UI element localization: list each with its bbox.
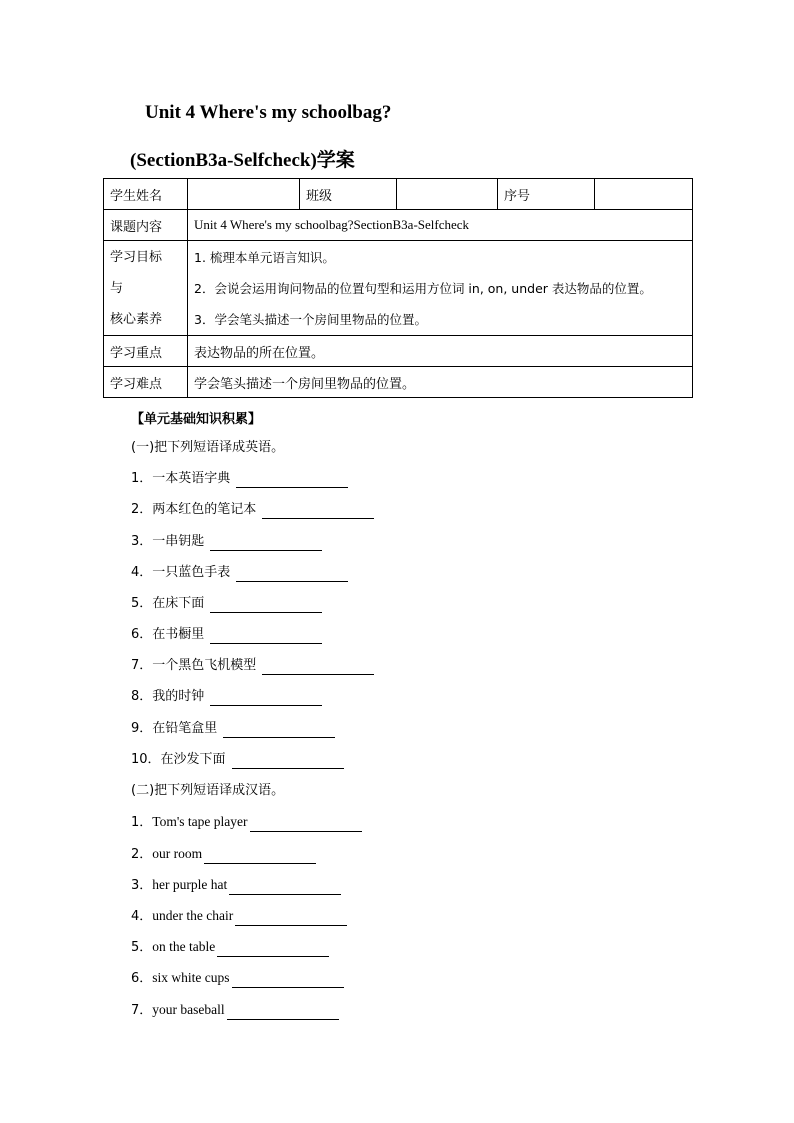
table-row — [104, 336, 693, 367]
class-field[interactable] — [397, 179, 498, 210]
list-item — [131, 657, 374, 675]
question-text: 2．两本红色的笔记本 — [131, 502, 257, 517]
item-number: 1． — [131, 815, 153, 830]
question-text: under the chair — [152, 908, 234, 923]
question-text: 7．一个黑色飞机模型 — [131, 658, 257, 673]
list-item — [131, 751, 344, 769]
document-title: Unit 4 Where's my schoolbag? — [145, 102, 392, 123]
answer-blank[interactable] — [232, 754, 344, 769]
list-item — [131, 938, 329, 956]
answer-blank[interactable] — [262, 504, 374, 519]
answer-blank[interactable] — [223, 723, 335, 738]
list-item — [131, 845, 316, 863]
seat-label: 序号 — [498, 179, 595, 210]
list-item — [131, 688, 322, 706]
question-text: 8．我的时钟 — [131, 689, 205, 704]
question-text: 9．在铅笔盒里 — [131, 721, 218, 736]
seat-field[interactable] — [595, 179, 693, 210]
answer-blank[interactable] — [250, 817, 362, 832]
question-text: our room — [152, 846, 203, 861]
answer-blank[interactable] — [210, 629, 322, 644]
item-number: 4． — [131, 909, 153, 924]
table-row — [104, 241, 693, 336]
goal-label-line: 核心素养 — [110, 311, 163, 327]
answer-blank[interactable] — [204, 849, 316, 864]
answer-blank[interactable] — [235, 911, 347, 926]
question-text: her purple hat — [152, 877, 228, 892]
answer-blank[interactable] — [217, 942, 329, 957]
answer-blank[interactable] — [227, 1005, 339, 1020]
part1-heading: (一)把下列短语译成英语。 — [131, 440, 285, 455]
table-row — [104, 210, 693, 241]
list-item — [131, 626, 322, 644]
topic-label: 课题内容 — [104, 210, 188, 241]
answer-blank[interactable] — [229, 880, 341, 895]
answer-blank[interactable] — [236, 567, 348, 582]
answer-blank[interactable] — [236, 473, 348, 488]
list-item — [131, 501, 374, 519]
list-item — [131, 969, 344, 987]
document-subtitle: (SectionB3a-Selfcheck)学案 — [130, 150, 355, 171]
goal-item: 3．学会笔头描述一个房间里物品的位置。 — [194, 311, 427, 327]
question-text: 4．一只蓝色手表 — [131, 565, 231, 580]
goal-item: 1. 梳理本单元语言知识。 — [194, 249, 335, 265]
item-number: 3． — [131, 878, 153, 893]
name-field[interactable] — [188, 179, 300, 210]
answer-blank[interactable] — [210, 691, 322, 706]
topic-value: Unit 4 Where's my schoolbag?SectionB3a-Selfcheck — [188, 210, 693, 241]
list-item — [131, 470, 348, 488]
list-item — [131, 1001, 339, 1019]
question-text: 10．在沙发下面 — [131, 752, 226, 767]
class-label: 班级 — [300, 179, 397, 210]
name-label: 学生姓名 — [104, 179, 188, 210]
part2-heading: (二)把下列短语译成汉语。 — [131, 783, 285, 798]
goal-list — [188, 241, 693, 336]
question-text: 6．在书橱里 — [131, 627, 205, 642]
list-item — [131, 595, 322, 613]
goal-item: 2．会说会运用询问物品的位置句型和运用方位词 in, on, under 表达物品的位置。 — [194, 280, 652, 296]
question-text: 1．一本英语字典 — [131, 471, 231, 486]
question-text: 5．在床下面 — [131, 596, 205, 611]
item-number: 6． — [131, 971, 153, 986]
list-item — [131, 564, 348, 582]
question-text: Tom's tape player — [152, 814, 248, 829]
list-item — [131, 813, 362, 831]
item-number: 7． — [131, 1003, 153, 1018]
answer-blank[interactable] — [232, 973, 344, 988]
difficulty-label: 学习难点 — [104, 367, 188, 398]
goal-label — [104, 241, 188, 336]
list-item — [131, 720, 335, 738]
answer-blank[interactable] — [262, 660, 374, 675]
answer-blank[interactable] — [210, 536, 322, 551]
list-item — [131, 533, 322, 551]
item-number: 2． — [131, 847, 153, 862]
difficulty-value: 学会笔头描述一个房间里物品的位置。 — [188, 367, 693, 398]
question-text: 3．一串钥匙 — [131, 534, 205, 549]
goal-label-line: 与 — [110, 280, 124, 296]
focus-value: 表达物品的所在位置。 — [188, 336, 693, 367]
list-item — [131, 876, 341, 894]
section-heading: 【单元基础知识积累】 — [131, 412, 262, 427]
goal-label-line: 学习目标 — [110, 249, 163, 265]
question-text: on the table — [152, 939, 216, 954]
focus-label: 学习重点 — [104, 336, 188, 367]
question-text: your baseball — [152, 1002, 225, 1017]
question-text: six white cups — [152, 970, 230, 985]
table-row — [104, 179, 693, 210]
item-number: 5． — [131, 940, 153, 955]
table-row — [104, 367, 693, 398]
answer-blank[interactable] — [210, 598, 322, 613]
info-table — [103, 178, 693, 398]
list-item — [131, 907, 347, 925]
